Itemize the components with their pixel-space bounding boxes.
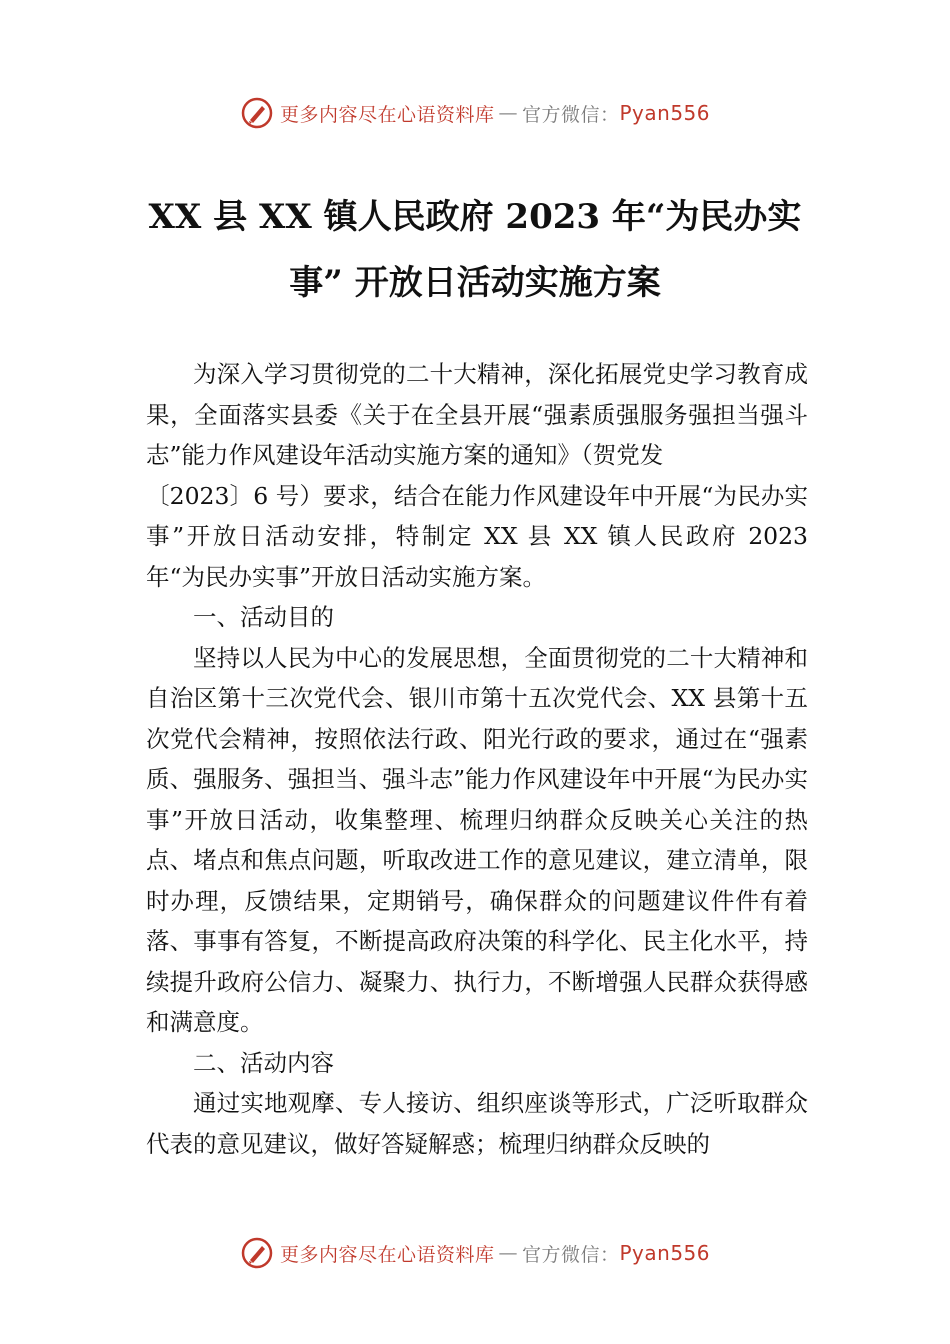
watermark-header — [0, 96, 950, 130]
watermark-brand-text: 更多内容尽在心语资料库 — [279, 1243, 495, 1266]
watermark-separator: — — [498, 102, 518, 124]
watermark-separator: — — [498, 1242, 518, 1264]
watermark-wechat-id: Pyan556 — [619, 101, 711, 125]
pen-nib-logo-icon — [240, 1236, 274, 1270]
section-1-body: 坚持以人民为中心的发展思想，全面贯彻党的二十大精神和自治区第十三次党代会、银川市第十五次党代会、XX 县第十五次党代会精神，按照依法行政、阳光行政的要求，通过在“强素质、强服务、强担当、强斗志”能力作风建设年中开展“为民办实事”开放日活动，收集整理、梳理归纳群众反映关心关注的热点、堵点和焦点问题，听取改进工作的意见建议，建立清单，限时办理，反馈结果，定期销号，确保群众的问题建议件件有着落、事事有答复，不断提高政府决策的科学化、民主化水平，持续提升政府公信力、凝聚力、执行力，不断增强人民群众获得感和满意度。 — [146, 643, 808, 1036]
document-title — [140, 184, 810, 316]
watermark-footer — [0, 1236, 950, 1270]
pen-nib-logo-icon — [240, 96, 274, 130]
watermark-brand-text: 更多内容尽在心语资料库 — [279, 103, 495, 126]
watermark-label: 官方微信： — [521, 103, 620, 126]
section-2-body: 通过实地观摩、专人接访、组织座谈等形式，广泛听取群众代表的意见建议，做好答疑解惑；梳理归纳群众反映的 — [146, 1089, 808, 1158]
watermark-label: 官方微信： — [521, 1243, 620, 1266]
section-2-heading: 二、活动内容 — [193, 1048, 334, 1077]
title-line-2: 事” 开放日活动实施方案 — [289, 263, 661, 303]
section-1-heading: 一、活动目的 — [193, 603, 334, 631]
title-line-1: XX 县 XX 镇人民政府 2023 年“为民办实 — [148, 197, 802, 237]
document-body — [146, 354, 808, 1164]
intro-paragraph-1: 为深入学习贯彻党的二十大精神，深化拓展党史学习教育成果，全面落实县委《关于在全县开展“强素质强服务强担当强斗志”能力作风建设年活动实施方案的通知》（贺党发 — [146, 360, 808, 469]
intro-paragraph-2: 〔2023〕6 号）要求，结合在能力作风建设年中开展“为民办实事”开放日活动安排，特制定 XX 县 XX 镇人民政府 2023 年“为民办实事”开放日活动实施方案。 — [146, 481, 808, 591]
watermark-wechat-id: Pyan556 — [619, 1241, 711, 1265]
